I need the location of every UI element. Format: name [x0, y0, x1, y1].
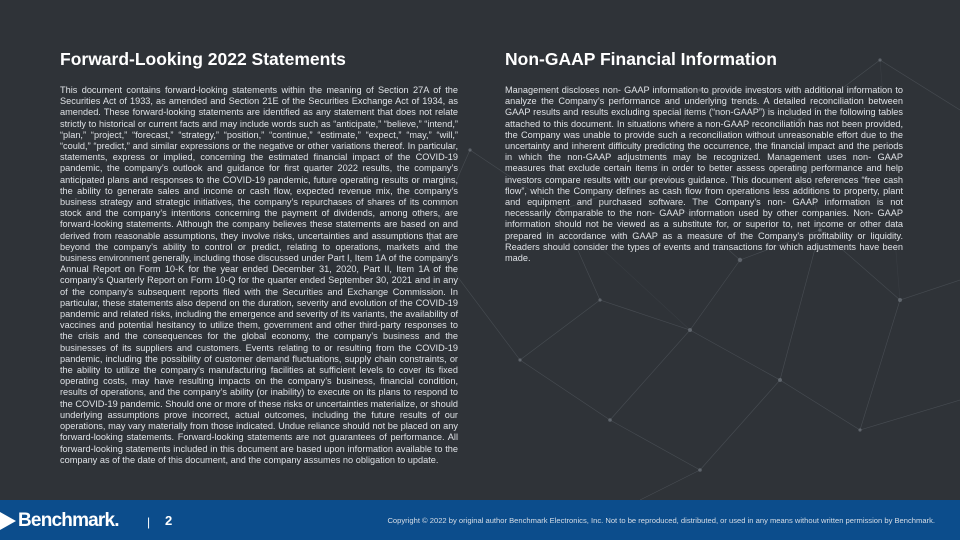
forward-looking-body: This document contains forward-looking statements within the meaning of Section 27A of the Securities Act of 1933, as amended and Section 21E of the Securities Exchange Act of 1934, as amended. These forward-looking statements are identified as any statement that does not relate strictly to historical or current facts and may include words such as “anticipate,” “believe,” “intend,” “plan,” “project,” “forecast,” “strategy,” “position,” “continue,” “estimate,” “expect,” “may,” “will,” “could,” “predict,” and similar expressions or the negative or other variations thereof. In particular, statements, express or implied, concerning the estimated financial impact of the COVID-19 pandemic, the company’s outlook and guidance for first quarter 2022 results, the company’s anticipated plans and responses to the COVID-19 pandemic, future operating results or margins, the ability to generate sales and income or cash flow, expected revenue mix, the company’s business strategy and strategic initiatives, the company’s repurchases of shares of its common stock and the company’s intentions concerning the payment of dividends, among others, are forward-looking statements. Although the company believes these statements are based on and derived from reasonable assumptions, they involve risks, uncertainties and assumptions that are beyond the company’s ability to control or predict, relating to operations, markets and the business environment generally, including those discussed under Part I, Item 1A of the company's Annual Report on Form 10-K for the year ended December 31, 2020, Part II, Item 1A of the company's Quarterly Report on Form 10-Q for the quarter ended September 30, 2021 and in any of the company’s subsequent reports filed with the Securities and Exchange Commission. In particular, these statements also depend on the duration, severity and evolution of the COVID-19 pandemic and related risks, including the emergence and severity of its variants, the availability of vaccines and potential hesitancy to utilize them, government and other third-party responses to the crisis and the consequences for the global economy, the company’s business and the businesses of its suppliers and customers. Events relating to or resulting from the COVID-19 pandemic, including the possibility of customer demand fluctuations, supply chain constraints, or the ability to utilize the company’s manufacturing facilities at sufficient levels to cover its fixed operating costs, may have resulting impacts on the company’s business, financial condition, results of operations, and the company’s ability (or inability) to execute on its plans to respond to the COVID-19 pandemic. Should one or more of these risks or uncertainties materialize, or should underlying assumptions prove incorrect, actual outcomes, including the future results of our operations, may vary materially from those indicated. Undue reliance should not be placed on any forward-looking statements. Forward-looking statements are not guarantees of performance. All forward-looking statements included in this document are based upon information available to the company as of the date of this document, and the company assumes no obligation to update.: [60, 85, 458, 465]
footer-bar: [0, 500, 960, 540]
non-gaap-heading: Non-GAAP Financial Information: [505, 49, 777, 69]
benchmark-logo: [0, 510, 119, 532]
forward-looking-heading: Forward-Looking 2022 Statements: [60, 49, 346, 69]
benchmark-logo-icon: [0, 510, 16, 532]
copyright-notice: Copyright © 2022 by original author Benchmark Electronics, Inc. Not to be reproduced, distributed, or used in any means without written permission by Benchmark.: [387, 516, 935, 525]
footer-separator: |: [147, 515, 151, 529]
page-number: 2: [165, 513, 173, 528]
non-gaap-body: Management discloses non‑ GAAP information to provide investors with additional information to analyze the Company’s performance and underlying trends. A detailed reconciliation between GAAP results and results excluding special items (“non-GAAP”) is included in the following tables attached to this document. In situations where a non-GAAP reconciliation has not been provided, the Company was unable to provide such a reconciliation without unreasonable effort due to the uncertainty and inherent difficulty predicting the occurrence, the financial impact and the periods in which the non-GAAP adjustments may be recognized. Management uses non‑ GAAP measures that exclude certain items in order to better assess operating performance and help investors compare results with our previous guidance. This document also references “free cash flow”, which the Company defines as cash flow from operations less additions to property, plant and equipment and purchased software. The Company’s non‑ GAAP information is not necessarily comparable to the non‑ GAAP information used by other companies. Non‑ GAAP information should not be viewed as a substitute for, or superior to, net income or other data prepared in accordance with GAAP as a measure of the Company’s profitability or liquidity. Readers should consider the types of events and transactions for which adjustments have been made.: [505, 85, 903, 264]
forward-looking-section: [60, 46, 458, 466]
logo-text: Benchmark.: [18, 510, 119, 531]
non-gaap-section: [505, 46, 903, 264]
